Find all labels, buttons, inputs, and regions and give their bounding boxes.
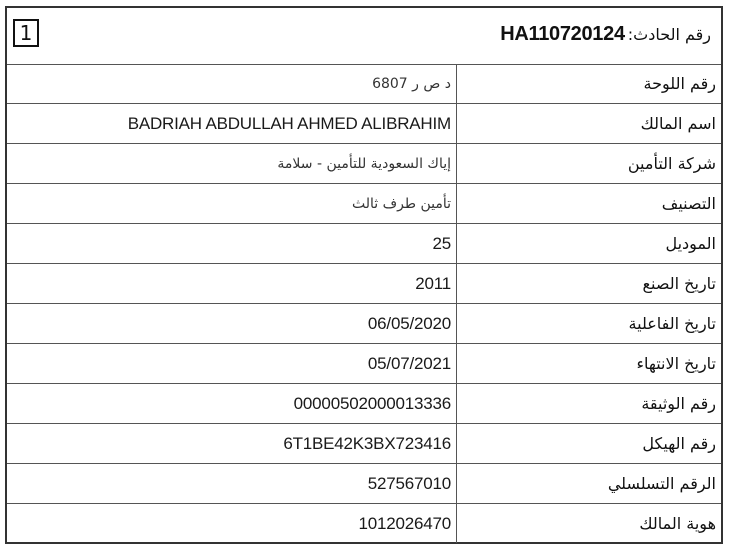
table-row: [7, 264, 721, 304]
table-row: [7, 304, 721, 344]
table-row: [7, 464, 721, 504]
plate-number-value: د ص ر 6807: [7, 64, 457, 104]
classification-label: التصنيف: [457, 184, 722, 224]
plate-number-label: رقم اللوحة: [643, 74, 716, 93]
policy-number-value: 00000502000013336: [7, 384, 457, 424]
table-row: [7, 184, 721, 224]
accident-number: HA110720124: [500, 23, 625, 45]
table-row: [7, 504, 721, 544]
insurance-company-value: إياك السعودية للتأمين - سلامة: [7, 144, 457, 184]
expiry-date-value: 05/07/2021: [7, 344, 457, 384]
classification-value: تأمين طرف ثالث: [7, 184, 457, 224]
owner-name-value: BADRIAH ABDULLAH AHMED ALIBRAHIM: [7, 104, 457, 144]
policy-number-label: رقم الوثيقة: [457, 384, 722, 424]
vehicle-info-table: [7, 64, 721, 543]
table-row: [7, 384, 721, 424]
manufacture-year-value: 2011: [7, 264, 457, 304]
owner-id-label: هوية المالك: [457, 504, 722, 544]
model-label: الموديل: [457, 224, 722, 264]
insurance-company-label: شركة التأمين: [457, 144, 722, 184]
table-row: [7, 104, 721, 144]
table-row: [7, 144, 721, 184]
accident-card: [5, 6, 723, 544]
accident-number-heading: [500, 20, 711, 48]
owner-id-value: 1012026470: [7, 504, 457, 544]
table-row: [7, 344, 721, 384]
accident-number-label: :رقم الحادث: [627, 25, 711, 44]
chassis-number-value: 6T1BE42K3BX723416: [7, 424, 457, 464]
serial-number-value: 527567010: [7, 464, 457, 504]
model-value: 25: [7, 224, 457, 264]
chassis-number-label: رقم الهيكل: [457, 424, 722, 464]
owner-name-label: اسم المالك: [457, 104, 722, 144]
table-row: [7, 224, 721, 264]
table-row: [7, 424, 721, 464]
table-row: [7, 64, 721, 104]
effective-date-label: تاريخ الفاعلية: [457, 304, 722, 344]
serial-number-label: الرقم التسلسلي: [457, 464, 722, 504]
manufacture-year-label: تاريخ الصنع: [457, 264, 722, 304]
card-header: [7, 8, 721, 65]
effective-date-value: 06/05/2020: [7, 304, 457, 344]
expiry-date-label: تاريخ الانتهاء: [457, 344, 722, 384]
record-index-badge: 1: [13, 19, 39, 47]
